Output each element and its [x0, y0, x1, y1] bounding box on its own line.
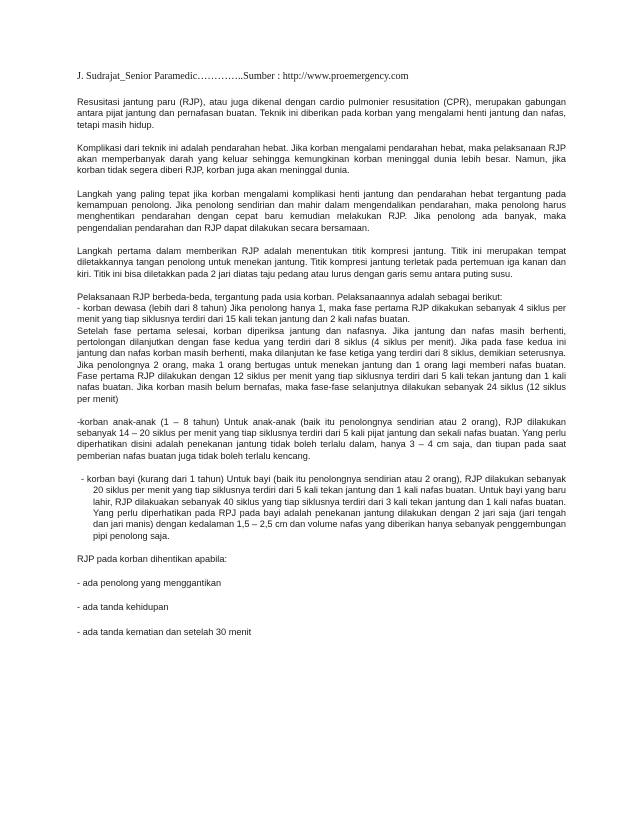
paragraph-korban-anak: -korban anak-anak (1 – 8 tahun) Untuk anak-anak (baik itu penolongnya sendirian atau 2 orang), RJP dilakukan sebanyak 14 – 20 siklus per menit yang tiap siklusnya terdiri dari 5 kali pijat jantung dan sekali nafas buatan. Yang perlu diperhatikan disini adalah penekanan jantung tidak boleh terlalu dalam, hanya 3 – 4 cm saja, dan tiupan pada saat pemberian nafas buatan juga tidak boleh terlalu kencang.	[77, 416, 566, 461]
section-pelaksanaan	[77, 292, 566, 405]
paragraph-komplikasi: Komplikasi dari teknik ini adalah pendarahan hebat. Jika korban mengalami pendarahan hebat, maka pelaksanaan RJP akan memperbanyak darah yang keluar sehingga kemungkinan korban meninggal dunia lebih besar. Namun, jika korban tidak segera diberi RJP, korban juga akan meninggal dunia.	[77, 142, 566, 176]
bayi-text: - korban bayi (kurang dari 1 tahun) Untuk bayi (baik itu penolongnya sendirian atau 2 orang), RJP dilakukan sebanyak 20 siklus per menit yang tiap siklusnya terdiri dari 5 kali tekan jantung dan 1 kali nafas buatan. Untuk bayi yang baru lahir, RJP dilakuakan sebanyak 40 siklus yang tiap siklusnya terdiri dari 3 kali tekan jantung dan 1 kali nafas buatan. Yang perlu diperhatikan pada RPJ pada bayi adalah penekanan jantung dilakukan dengan 2 jari saja (jari tengah dan jari manis) dengan kedalaman 1,5 – 2,5 cm dan volume nafas yang diberikan hanya sebanyak penggembungan pipi penolong saja.	[81, 474, 566, 541]
dihentikan-item: - ada tanda kehidupan	[77, 602, 169, 613]
paragraph-langkah-pertama: Langkah pertama dalam memberikan RJP adalah menentukan titik kompresi jantung. Titik ini merupakan tempat diletakkannya tangan penolong untuk menekan jantung. Titik kompresi jantung terletak pada pertemuan iga kanan dan kiri. Titik ini bisa diletakkan pada 2 jari diatas taju pedang atau lurus dengan garis semu antara puting susu.	[77, 245, 566, 279]
paragraph-langkah-tepat: Langkah yang paling tepat jika korban mengalami komplikasi henti jantung dan pendarahan hebat tergantung pada kemampuan penolong. Jika penolong sendirian dan mahir dalam mengendalikan pendarahan, maka penolong harus menghentikan pendarahan dengan cepat baru kemudian melakukan RJP. Jika penolong ada banyak, maka pengendalian pendarahan dan RJP dapat dilakukan secara bersamaan.	[77, 188, 566, 233]
dihentikan-item: - ada penolong yang menggantikan	[77, 578, 222, 589]
pelaksanaan-setelah-fase: Setelah fase pertama selesai, korban diperiksa jantung dan nafasnya. Jika jantung dan nafas masih berhenti, pertolongan dilanjutkan dengan fase kedua yang terdiri dari 8 siklus (4 siklus per menit). Jika pada fase kedua ini jantung dan nafas korban masih berhenti, maka dilanjutan ke fase ketiga yang terdiri dari 8 siklus, demikian seterusnya. Jika penolongnya 2 orang, maka 1 orang bertugas untuk menekan jantung dan 1 orang lagi memberi nafas buatan. Fase pertama RJP dilakukan dengan 12 siklus per menit yang tiap siklusnya terdiri dari 5 kali tekan jantung dan 1 kali nafas buatan. Jika korban masih belum bernafas, maka fase-fase selanjutnya dilakukan sebanyak 24 siklus (12 siklus per menit)	[77, 325, 566, 404]
dihentikan-title: RJP pada korban dihentikan apabila:	[77, 553, 228, 564]
dihentikan-item: - ada tanda kematian dan setelah 30 menit	[77, 626, 252, 637]
paragraph-rjp-definition: Resusitasi jantung paru (RJP), atau juga dikenal dengan cardio pulmonier resusitation (CPR), merupakan gabungan antara pijat jantung dan pernafasan buatan. Teknik ini diberikan pada korban yang mengalami henti jantung dan nafas, tetapi masih hidup.	[77, 97, 566, 130]
pelaksanaan-intro: Pelaksanaan RJP berbeda-beda, tergantung pada usia korban. Pelaksanaannya adalah sebagai berikut:	[77, 291, 503, 302]
pelaksanaan-dewasa: - korban dewasa (lebih dari 8 tahun) Jika penolong hanya 1, maka fase pertama RJP dikakukan sebanyak 4 siklus per menit yang tiap siklusnya terdiri dari 15 kali tekan jantung dan 2 kali nafas buatan.	[77, 303, 566, 325]
paragraph-korban-bayi	[77, 474, 566, 542]
document-header: J. Sudrajat_Senior Paramedic…………..Sumber : http://www.proemergency.com	[77, 71, 409, 82]
